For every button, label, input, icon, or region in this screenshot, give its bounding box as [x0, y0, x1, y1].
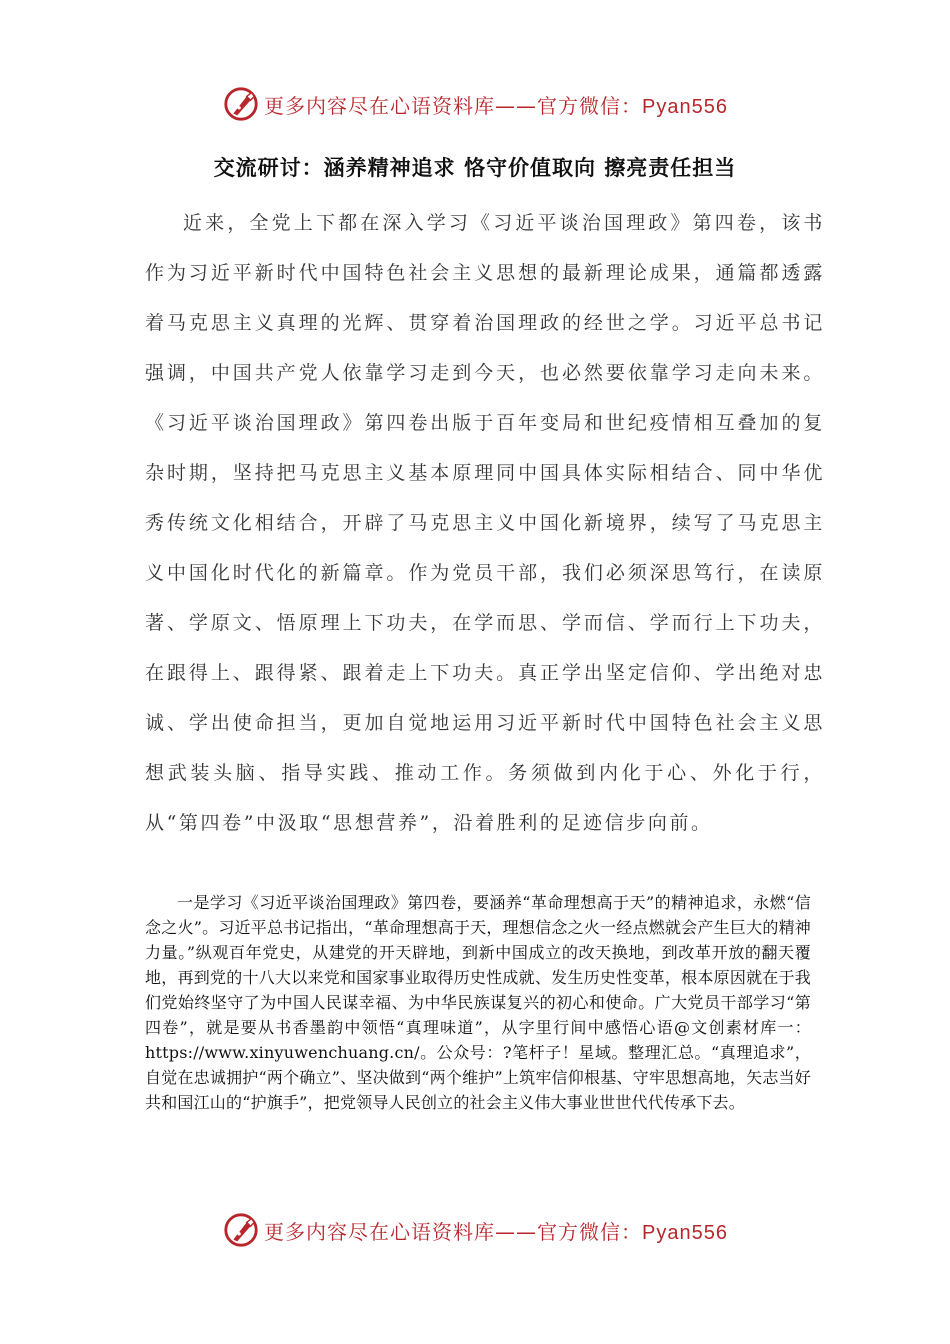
watermark-main: 更多内容尽在心语资料库 [264, 93, 496, 118]
page-title: 交流研讨：涵养精神追求 恪守价值取向 擦亮责任担当 [213, 156, 737, 180]
watermark-separator: —— [495, 93, 538, 118]
watermark-label: 官方微信： [537, 1219, 643, 1244]
pen-nib-logo-icon [222, 85, 260, 123]
watermark-separator: —— [495, 1219, 538, 1244]
watermark-wechat-id: Pyan556 [642, 95, 728, 118]
watermark-text [264, 1216, 728, 1245]
watermark-label: 官方微信： [537, 93, 643, 118]
watermark-main: 更多内容尽在心语资料库 [264, 1219, 496, 1244]
footer-watermark-banner [0, 1208, 950, 1252]
pen-nib-logo-icon [222, 1211, 260, 1249]
body-paragraph-2: 一是学习《习近平谈治国理政》第四卷，要涵养“革命理想高于天”的精神追求，永燃“信念之火”。习近平总书记指出，“革命理想高于天，理想信念之火一经点燃就会产生巨大的精神力量。”纵观百年党史，从建党的开天辟地，到新中国成立的改天换地，到改革开放的翻天覆地，再到党的十八大以来党和国家事业取得历史性成就、发生历史性变革，根本原因就在于我们党始终坚守了为中国人民谋幸福、为中华民族谋复兴的初心和使命。广大党员干部学习“第四卷”，就是要从书香墨韵中领悟“真理味道”，从字里行间中感悟心语@文创素材库一：https://www.xinyuwenchuang.cn/。公众号：?笔杆子！星域。整理汇总。“真理追求”，自觉在忠诚拥护“两个确立”、坚决做到“两个维护”上筑牢信仰根基、守牢思想高地，矢志当好共和国江山的“护旗手”，把党领导人民创立的社会主义伟大事业世世代代传承下去。 [145, 893, 811, 1112]
body-paragraph-1: 近来，全党上下都在深入学习《习近平谈治国理政》第四卷，该书作为习近平新时代中国特色社会主义思想的最新理论成果，通篇都透露着马克思主义真理的光辉、贯穿着治国理政的经世之学。习近平总书记强调，中国共产党人依靠学习走到今天，也必然要依靠学习走向未来。《习近平谈治国理政》第四卷出版于百年变局和世纪疫情相互叠加的复杂时期，坚持把马克思主义基本原理同中国具体实际相结合、同中华优秀传统文化相结合，开辟了马克思主义中国化新境界，续写了马克思主义中国化时代化的新篇章。作为党员干部，我们必须深思笃行，在读原著、学原文、悟原理上下功夫，在学而思、学而信、学而行上下功夫，在跟得上、跟得紧、跟着走上下功夫。真正学出坚定信仰、学出绝对忠诚、学出使命担当，更加自觉地运用习近平新时代中国特色社会主义思想武装头脑、指导实践、推动工作。务须做到内化于心、外化于行，从“第四卷”中汲取“思想营养”，沿着胜利的足迹信步向前。 [145, 212, 825, 834]
watermark-wechat-id: Pyan556 [642, 1221, 728, 1244]
watermark-text [264, 90, 728, 119]
header-watermark-banner [0, 82, 950, 126]
